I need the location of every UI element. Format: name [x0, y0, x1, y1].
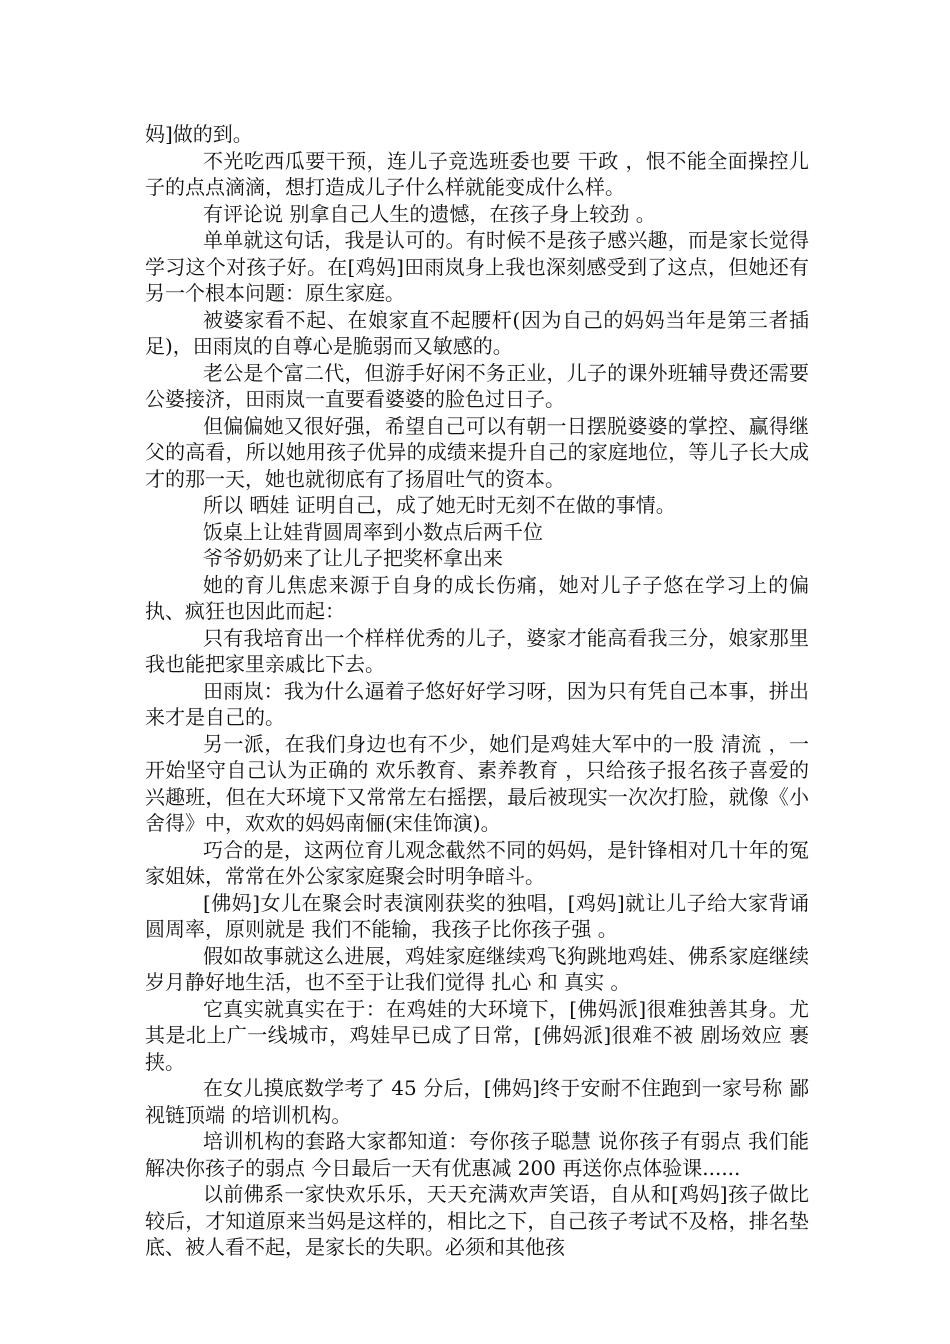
- paragraph: 但偏偏她又很好强，希望自己可以有朝一日摆脱婆婆的掌控、赢得继父的高看，所以她用孩子优异的成绩来提升自己的家庭地位，等儿子长大成才的那一天，她也就彻底有了扬眉吐气的资本。: [145, 413, 809, 491]
- paragraph: 在女儿摸底数学考了 45 分后，[佛妈]终于安耐不住跑到一家号称 鄙视链顶端 的培训机构。: [145, 1076, 809, 1127]
- paragraph: 她的育儿焦虑来源于自身的成长伤痛，她对儿子子悠在学习上的偏执、疯狂也因此而起：: [145, 572, 809, 623]
- paragraph: 饭桌上让娃背圆周率到小数点后两千位: [203, 519, 543, 544]
- paragraph: 有评论说 别拿自己人生的遗憾，在孩子身上较劲 。: [203, 201, 656, 226]
- paragraph: 巧合的是，这两位育儿观念截然不同的妈妈，是针锋相对几十年的冤家姐妹，常常在外公家家庭聚会时明争暗斗。: [145, 837, 809, 888]
- paragraph: 被婆家看不起、在娘家直不起腰杆(因为自己的妈妈当年是第三者插足)，田雨岚的自尊心是脆弱而又敏感的。: [145, 307, 809, 358]
- paragraph: 田雨岚：我为什么逼着子悠好好学习呀，因为只有凭自己本事，拼出来才是自己的。: [145, 678, 809, 729]
- paragraph: 所以 晒娃 证明自己，成了她无时无刻不在做的事情。: [203, 493, 676, 517]
- paragraph: 培训机构的套路大家都知道：夸你孩子聪慧 说你孩子有弱点 我们能解决你孩子的弱点 今日最后一天有优惠减 200 再送你点体验课......: [145, 1129, 809, 1180]
- paragraph: 老公是个富二代，但游手好闲不务正业，儿子的课外班辅导费还需要公婆接济，田雨岚一直要看婆婆的脸色过日子。: [145, 360, 809, 411]
- paragraph: 妈]做的到。: [145, 122, 253, 146]
- paragraph: 它真实就真实在于：在鸡娃的大环境下，[佛妈派]很难独善其身。尤其是北上广一线城市，鸡娃早已成了日常，[佛妈派]很难不被 剧场效应 裹挟。: [145, 996, 809, 1074]
- paragraph: 单单就这句话，我是认可的。有时候不是孩子感兴趣，而是家长觉得学习这个对孩子好。在[鸡妈]田雨岚身上我也深刻感受到了这点，但她还有另一个根本问题：原生家庭。: [145, 228, 809, 305]
- paragraph: 只有我培育出一个样样优秀的儿子，婆家才能高看我三分，娘家那里我也能把家里亲戚比下去。: [145, 625, 809, 676]
- paragraph: 假如故事就这么进展，鸡娃家庭继续鸡飞狗跳地鸡娃、佛系家庭继续岁月静好地生活，也不至于让我们觉得 扎心 和 真实 。: [145, 943, 809, 994]
- paragraph: 另一派，在我们身边也有不少，她们是鸡娃大军中的一股 清流 ，一开始坚守自己认为正确的 欢乐教育、素养教育 ，只给孩子报名孩子喜爱的兴趣班，但在大环境下又常常左右摇摆，最后被现实一次次打脸，就像《小舍得》中，欢欢的妈妈南俪(宋佳饰演)。: [145, 731, 809, 835]
- paragraph: 不光吃西瓜要干预，连儿子竞选班委也要 干政 ，恨不能全面操控儿子的点点滴滴，想打造成儿子什么样就能变成什么样。: [145, 148, 809, 199]
- paragraph: 以前佛系一家快欢乐乐，天天充满欢声笑语，自从和[鸡妈]孩子做比较后，才知道原来当妈是这样的，相比之下，自己孩子考试不及格，排名垫底、被人看不起，是家长的失职。必须和其他孩: [145, 1182, 809, 1259]
- paragraph: 爷爷奶奶来了让儿子把奖杯拿出来: [203, 546, 503, 570]
- document-body: [145, 121, 809, 1261]
- paragraph: [佛妈]女儿在聚会时表演刚获奖的独唱，[鸡妈]就让儿子给大家背诵圆周率，原则就是 我们不能输，我孩子比你孩子强 。: [145, 890, 809, 941]
